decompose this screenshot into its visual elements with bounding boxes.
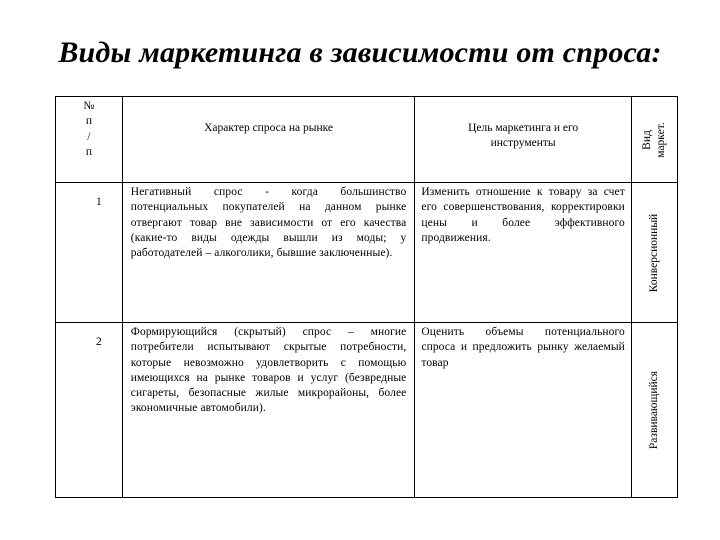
row-goal: Изменить отношение к товару за счет его совершенствования, корректировки цены и более эффективного продвижения.: [415, 183, 632, 323]
header-number-line: п: [85, 145, 92, 158]
row-character: Формирующийся (скрытый) спрос – многие потребители испытывают скрытые потребности, которые невозможно удовлетворить с помощью имеющихся на рынке товаров и услуг (безвредные сигареты, безопасные жилые микрорайоны, более экономичные автомобили).: [122, 323, 415, 498]
header-number-cell: [56, 97, 123, 183]
header-type-line: Вид: [641, 129, 654, 150]
header-goal-cell: [415, 97, 632, 183]
header-number-line: №: [83, 100, 95, 112]
row-goal: Оценить объемы потенциального спроса и предложить рынку желаемый товар: [415, 323, 632, 498]
row-type-cell: [631, 183, 677, 323]
header-number-line: /: [87, 130, 91, 143]
header-type-cell: [631, 97, 677, 183]
header-type-line: маркет.: [655, 121, 668, 158]
header-type-label: [640, 122, 668, 158]
row-type-cell: [631, 323, 677, 498]
row-type: Развивающийся: [648, 370, 661, 450]
header-goal-line: Цель маркетинга и его: [468, 122, 579, 134]
row-number: 1: [56, 183, 123, 323]
table-header-row: [56, 97, 678, 183]
row-number: 2: [56, 323, 123, 498]
header-character: Характер спроса на рынке: [122, 97, 415, 183]
header-goal-line: инструменты: [490, 137, 556, 150]
header-number-line: п: [85, 115, 92, 128]
slide-title: Виды маркетинга в зависимости от спроса:: [58, 36, 662, 69]
table-row: [56, 183, 678, 323]
marketing-types-table: [55, 96, 678, 498]
row-type: Конверсионный: [648, 213, 661, 292]
row-character: Негативный спрос - когда большинство потенциальных покупателей на данном рынке отвергают товар вне зависимости от его качества (какие-то виды одежды вышли из моды; у работодателей – алкоголики, бывшие заключенные).: [122, 183, 415, 323]
table-row: [56, 323, 678, 498]
